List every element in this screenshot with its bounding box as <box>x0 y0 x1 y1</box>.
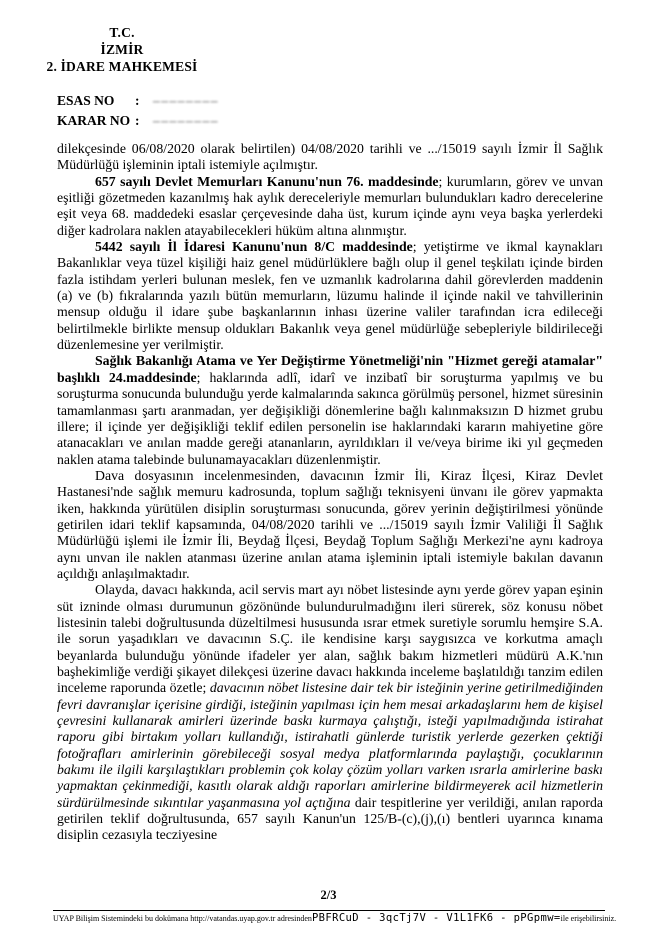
karar-no-row <box>57 111 219 131</box>
text-run-normal: ; yetiştirme ve ikmal kaynakları Bakanlıklar veya tüzel kişiliği haiz genel müdürlüklere bağlı olup il genel teşkilatı içinde birden fazla istihdam yerleri bulunan meslek, fen ve uzmanlık kadrolarına dahil görevlerden maddenin (a) ve (b) fıkralarında yazılı bütün memurların, lüzumu halinde il içinde nakil ve tahvillerinin mensup olduğu il idare şube başkanlarının inhası üzerine valiler tarafından icra edileceği belirtilmekle birlikte mensup oldukları Bakanlık veya genel müdürlüğe sebepleriyle bildirileceği düzenlemesine yer verilmiştir. <box>57 239 603 353</box>
page-number: 2/3 <box>320 888 337 902</box>
body-paragraph <box>57 468 603 582</box>
case-info <box>57 91 219 131</box>
text-run-normal: Olayda, davacı hakkında, acil servis mart ayı nöbet listesinde aynı yerde görev yapan eşinin süt izninde olması durumunun gözönünde bulundurulmadığını ileri sürerek, söz konusu nöbet listesinin talebi doğrultusunda düzeltilmesi hususunda ısrar etmek suretiyle sorumlu hemşire S.A. ile sorun yaşadıkları ve davacının S.Ç. ile kendisine karşı saygısızca ve korkutma amaçlı beyanlarda bulunduğu yönünde ifadeler yer alan, sağlık bakım hizmetleri müdürü A.K.'nın başhekimliğe verdiği şikayet dilekçesi üzerine davacı hakkında inceleme başlatıldığı tanzim edilen inceleme raporunda özetle; <box>57 582 603 696</box>
uyap-footer <box>53 912 617 924</box>
text-run-italic: davacının nöbet listesine dair tek bir isteğinin yerine getirilmediğinden fevri davranışlar içerisine girdiği, isteğinin yapılması için hem mesai arkadaşlarını hem de kişisel çevresini kullanarak amirleri üzerinde baskı kurmaya çalıştığı, isteği yapılmadığında istirahat raporu gibi birtakım yolları kullandığı, istirahatli günlerde turistik yerlerde gezerken çektiği fotoğrafları amirlerinin görebileceği sosyal medya platformlarında paylaştığı, çocuklarının bakımı ile ilgili karşılaştıkları problemin çok kolay çözüm yolları varken ısrarla amirlerine baskı yapmaktan çekinmediği, kasıtlı olarak aldığı raporları amirlerine bildirmeyerek acil hizmetlerin sürdürülmesinde sıkıntılar yaşanmasına yol açtığına <box>57 680 603 810</box>
esas-no-value-redacted: –––––––– <box>153 93 219 108</box>
body-paragraph <box>57 239 603 353</box>
esas-no-row <box>57 91 219 111</box>
text-run-bold: 657 sayılı Devlet Memurları Kanunu'nun 76. maddesinde <box>95 173 439 189</box>
text-run-bold: Sağlık Bakanlığı Atama ve Yer Değiştirme Yönetmeliği'nin "Hizmet gereği atamalar" başlıklı 24.maddesinde <box>57 353 603 385</box>
uyap-footer-suffix: ile erişebilirsiniz. <box>560 914 617 923</box>
esas-no-colon: : <box>135 93 140 108</box>
header-tc: T.C. <box>109 25 135 40</box>
text-run-bold: 5442 sayılı İl İdaresi Kanunu'nun 8/C maddesinde <box>95 239 413 255</box>
karar-no-colon: : <box>135 113 140 128</box>
karar-no-value-redacted: –––––––– <box>153 113 219 128</box>
footer-divider <box>53 910 605 911</box>
karar-no-label: KARAR NO <box>57 113 131 128</box>
body-paragraph <box>57 582 603 844</box>
body-paragraph <box>57 141 603 174</box>
document-body <box>57 141 603 844</box>
text-run-normal: ; kurumların, görev ve unvan eşitliği gözetmeden kazanılmış hak aylık dereceleriyle memurları bulundukları kadro derecelerine eşit veya 68. maddedeki esaslar çerçevesinde daha üst, kurum içinde aynı veya başka yerlerdeki diğer kadrolara naklen atayabilecekleri hüküm altına alınmıştır. <box>57 173 603 238</box>
header-city: İZMİR <box>100 42 144 57</box>
uyap-footer-prefix: UYAP Bilişim Sistemindeki bu dokümana http://vatandas.uyap.gov.tr adresinden <box>53 914 312 923</box>
text-run-normal: dilekçesinde 06/08/2020 olarak belirtilen) 04/08/2020 tarihli ve .../15019 sayılı İzmir İl Sağlık Müdürlüğü işleminin iptali istemiyle açılmıştır. <box>57 141 603 173</box>
uyap-verification-code: PBFRCuD - 3qcTj7V - V1L1FK6 - pPGpmw= <box>311 912 561 924</box>
court-header <box>32 24 212 75</box>
body-paragraph <box>57 353 603 467</box>
text-run-normal: dair tespitlerine yer verildiği, anılan raporda getirilen teklif doğrultusunda, 657 sayılı Kanun'un 125/B-(c),(j),(ı) bentleri uyarınca kınama disiplin cezasıyla tecziyesine <box>57 794 603 843</box>
header-court: 2. İDARE MAHKEMESİ <box>46 59 198 74</box>
esas-no-label: ESAS NO <box>57 93 115 108</box>
body-paragraph <box>57 174 603 239</box>
text-run-normal: ; haklarında adlî, idarî ve inzibatî bir soruşturma yapılmış ve bu soruşturma sonucunda bulunduğu yerde kalmalarında sakınca görülmüş personel, hizmet süresinin tamamlanması şartı aranmadan, yer değişikliği dönemlerine bağlı kalınmaksızın D hizmet grubu illere; il içinde yer değişikliği teklif edilen personelin ise haklarındaki kararın mahiyetine göre atanacakları ve anılan madde gereği atananların, ayrıldıkları il ve/veya birime iki yıl geçmeden naklen atama talebinde bulunamayacakları düzenlenmiştir. <box>57 369 603 467</box>
text-run-normal: Dava dosyasının incelenmesinden, davacının İzmir İli, Kiraz İlçesi, Kiraz Devlet Hastanesi'nde sağlık memuru kadrosunda, toplum sağlığı teknisyeni ünvanı ile görev yapmakta iken, hakkında yürütülen disiplin soruşturması sonucunda, görev yerinin değiştirilmesi yönünde getirilen idari teklif kapsamında, 04/08/2020 tarihli ve .../15019 sayılı İzmir Valiliği İl Sağlık Müdürlüğü işlemi ile İzmir İli, Beydağ İlçesi, Beydağ Toplum Sağlığı Merkezi'ne aynı kadroya aynı unvan ile naklen atanması üzerine anılan atama işleminin iptali istemiyle bakılan davanın açıldığı anlaşılmaktadır. <box>57 467 603 581</box>
